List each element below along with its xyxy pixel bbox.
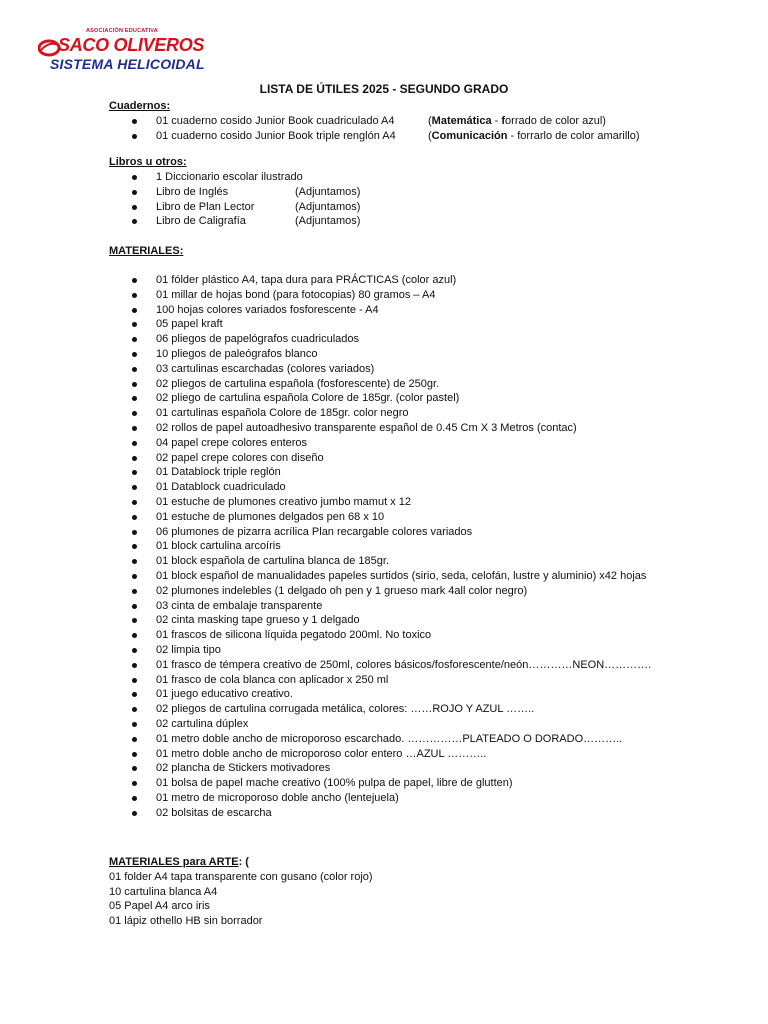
list-item: 01 metro de microporoso doble ancho (lentejuela) xyxy=(0,791,768,806)
list-item: 01 estuche de plumones delgados pen 68 x 10 xyxy=(0,510,768,525)
list-item: 01 millar de hojas bond (para fotocopias) 80 gramos – A4 xyxy=(0,288,768,303)
list-item: 04 papel crepe colores enteros xyxy=(0,436,768,451)
item-note: (Adjuntamos) xyxy=(295,185,361,198)
list-item: 01 frascos de silicona líquida pegatodo 200ml. No toxico xyxy=(0,628,768,643)
list-item: 02 papel crepe colores con diseño xyxy=(0,451,768,466)
list-item: 01 metro doble ancho de microporoso color entero …AZUL ……….. xyxy=(0,747,768,762)
subject-note: (Matemática - forrado de color azul) xyxy=(428,115,606,127)
libros-heading: Libros u otros: xyxy=(109,156,187,168)
item-note: (Adjuntamos) xyxy=(295,200,361,213)
list-item: 01 Datablock cuadriculado xyxy=(0,480,768,495)
list-item: Libro de Plan Lector (Adjuntamos) xyxy=(0,200,768,215)
list-item: 01 estuche de plumones creativo jumbo mamut x 12 xyxy=(0,495,768,510)
list-item: 01 Datablock triple reglón xyxy=(0,465,768,480)
list-item: Libro de Inglés (Adjuntamos) xyxy=(0,185,768,200)
list-item xyxy=(0,129,768,144)
list-item: 1 Diccionario escolar ilustrado xyxy=(0,170,768,185)
page-title: LISTA DE ÚTILES 2025 - SEGUNDO GRADO xyxy=(259,82,509,96)
list-item xyxy=(0,114,768,129)
logo-association-text: ASOCIACIÓN EDUCATIVA xyxy=(86,28,158,34)
list-item: 01 cartulinas española Colore de 185gr. color negro xyxy=(0,406,768,421)
list-item: 01 bolsa de papel mache creativo (100% pulpa de papel, libre de glutten) xyxy=(0,776,768,791)
list-item: 06 plumones de pizarra acrílica Plan recargable colores variados xyxy=(0,525,768,540)
list-item: 06 pliegos de papelógrafos cuadriculados xyxy=(0,332,768,347)
list-item: 02 plancha de Stickers motivadores xyxy=(0,761,768,776)
item-text: 01 cuaderno cosido Junior Book cuadriculado A4 xyxy=(156,115,395,127)
item-note: (Adjuntamos) xyxy=(295,215,361,228)
arte-item-2: 10 cartulina blanca A4 xyxy=(109,886,218,898)
list-item: 01 block española de cartulina blanca de 185gr. xyxy=(0,554,768,569)
list-item: 01 frasco de témpera creativo de 250ml, colores básicos/fosforescente/neón…………NEON…………. xyxy=(0,658,768,673)
cuadernos-heading: Cuadernos: xyxy=(109,100,171,112)
materiales-heading: MATERIALES: xyxy=(109,245,184,257)
list-item: 02 cinta masking tape grueso y 1 delgado xyxy=(0,613,768,628)
list-item: 02 pliegos de cartulina española (fosforescente) de 250gr. xyxy=(0,377,768,392)
item-text: 01 cuaderno cosido Junior Book triple renglón A4 xyxy=(156,129,396,142)
list-item: 03 cinta de embalaje transparente xyxy=(0,599,768,614)
list-item: 01 block español de manualidades papeles surtidos (sirio, seda, celofán, lustre y aluminio) x42 hojas xyxy=(0,569,666,584)
list-item: 05 papel kraft xyxy=(0,317,768,332)
list-item: 02 limpia tipo xyxy=(0,643,768,658)
list-item: 02 pliego de cartulina española Colore de 185gr. (color pastel) xyxy=(0,391,768,406)
materiales-list xyxy=(0,273,768,820)
list-item: 02 cartulina dúplex xyxy=(0,717,768,732)
list-item: 02 plumones indelebles (1 delgado oh pen y 1 grueso mark 4all color negro) xyxy=(0,584,768,599)
arte-item-4: 01 lápiz othello HB sin borrador xyxy=(109,915,263,927)
list-item: 02 rollos de papel autoadhesivo transparente español de 0.45 Cm X 3 Metros (contac) xyxy=(0,421,768,436)
subject-note: (Comunicación - forrarlo de color amarillo) xyxy=(428,129,640,142)
cuadernos-list xyxy=(0,114,768,144)
list-item: 03 cartulinas escarchadas (colores variados) xyxy=(0,362,768,377)
list-item: 10 pliegos de paleógrafos blanco xyxy=(0,347,768,362)
libros-list xyxy=(0,170,768,229)
logo-name: SACO OLIVEROS xyxy=(58,35,205,55)
list-item: 01 block cartulina arcoíris xyxy=(0,539,768,554)
arte-item-3: 05 Papel A4 arco iris xyxy=(109,900,210,912)
list-item: 100 hojas colores variados fosforescente - A4 xyxy=(0,303,768,318)
list-item: 01 frasco de cola blanca con aplicador x 250 ml xyxy=(0,673,768,688)
school-logo xyxy=(38,28,205,80)
arte-item-1: 01 folder A4 tapa transparente con gusano (color rojo) xyxy=(109,871,373,883)
list-item: 01 metro doble ancho de microporoso escarchado. ……………PLATEADO O DORADO……….. xyxy=(0,732,768,747)
arte-heading: MATERIALES para ARTE: ( xyxy=(109,856,249,868)
logo-subtitle: SISTEMA HELICOIDAL xyxy=(50,56,205,72)
list-item: 02 pliegos de cartulina corrugada metálica, colores: ……ROJO Y AZUL …….. xyxy=(0,702,768,717)
list-item: 01 fólder plástico A4, tapa dura para PRÁCTICAS (color azul) xyxy=(0,273,768,288)
list-item: 01 juego educativo creativo. xyxy=(0,687,768,702)
list-item: 02 bolsitas de escarcha xyxy=(0,806,768,821)
list-item: Libro de Caligrafía (Adjuntamos) xyxy=(0,214,768,229)
